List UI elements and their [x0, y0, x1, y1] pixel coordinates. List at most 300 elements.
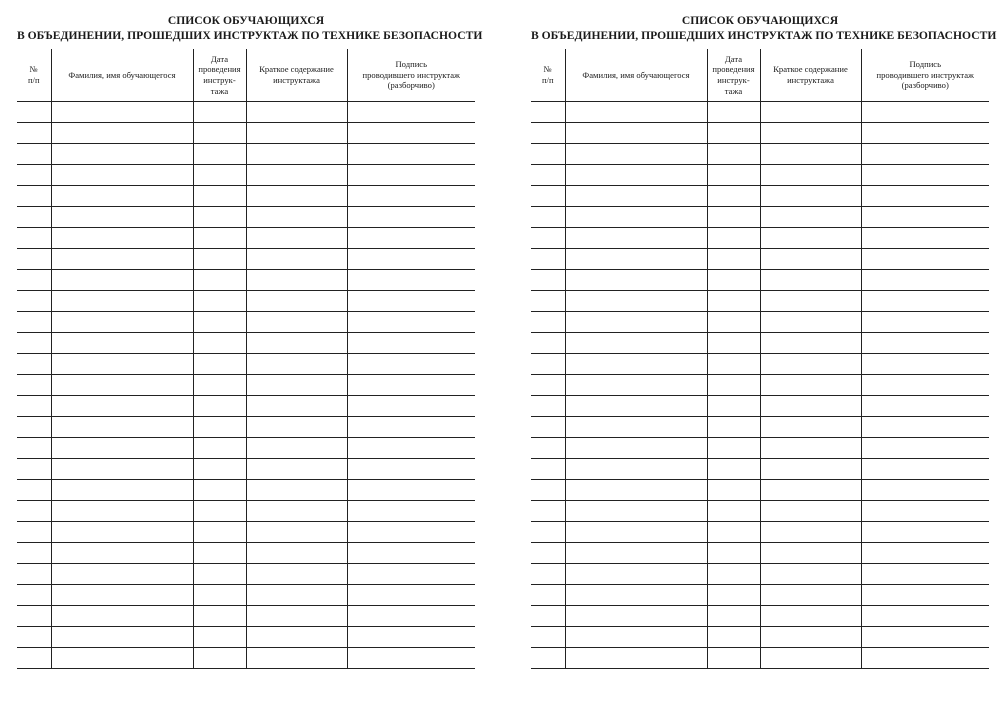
signature-cell[interactable] [861, 564, 989, 585]
date-cell[interactable] [193, 123, 246, 144]
signature-cell[interactable] [347, 396, 475, 417]
student-name-cell[interactable] [51, 228, 193, 249]
number-cell[interactable] [17, 585, 51, 606]
date-cell[interactable] [707, 459, 760, 480]
number-cell[interactable] [17, 270, 51, 291]
summary-cell[interactable] [246, 522, 347, 543]
date-cell[interactable] [193, 480, 246, 501]
number-cell[interactable] [531, 564, 565, 585]
number-cell[interactable] [531, 144, 565, 165]
date-cell[interactable] [707, 312, 760, 333]
header-date [193, 49, 246, 102]
signature-cell[interactable] [347, 333, 475, 354]
student-name-cell[interactable] [565, 585, 707, 606]
number-cell[interactable] [17, 606, 51, 627]
signature-cell[interactable] [861, 312, 989, 333]
table-row [531, 396, 989, 417]
summary-cell[interactable] [246, 249, 347, 270]
number-cell[interactable] [17, 417, 51, 438]
signature-cell[interactable] [861, 144, 989, 165]
summary-cell[interactable] [246, 228, 347, 249]
date-cell[interactable] [707, 438, 760, 459]
number-cell[interactable] [531, 522, 565, 543]
date-cell[interactable] [707, 291, 760, 312]
number-cell[interactable] [17, 249, 51, 270]
student-name-cell[interactable] [565, 564, 707, 585]
number-cell[interactable] [17, 564, 51, 585]
number-cell[interactable] [531, 438, 565, 459]
number-cell[interactable] [531, 501, 565, 522]
summary-cell[interactable] [246, 543, 347, 564]
summary-cell[interactable] [246, 333, 347, 354]
number-cell[interactable] [531, 627, 565, 648]
summary-cell[interactable] [760, 501, 861, 522]
summary-cell[interactable] [246, 207, 347, 228]
summary-cell[interactable] [760, 396, 861, 417]
number-cell[interactable] [17, 144, 51, 165]
date-cell[interactable] [193, 186, 246, 207]
student-name-cell[interactable] [565, 249, 707, 270]
number-cell[interactable] [531, 186, 565, 207]
header-text: проводившего инструктаж [876, 69, 974, 80]
date-cell[interactable] [707, 375, 760, 396]
date-cell[interactable] [707, 228, 760, 249]
student-name-cell[interactable] [565, 648, 707, 669]
student-name-cell[interactable] [51, 207, 193, 228]
number-cell[interactable] [531, 375, 565, 396]
student-name-cell[interactable] [51, 396, 193, 417]
signature-cell[interactable] [347, 459, 475, 480]
signature-cell[interactable] [861, 501, 989, 522]
date-cell[interactable] [707, 123, 760, 144]
date-cell[interactable] [707, 480, 760, 501]
student-name-cell[interactable] [565, 606, 707, 627]
number-cell[interactable] [531, 396, 565, 417]
signature-cell[interactable] [861, 165, 989, 186]
number-cell[interactable] [17, 522, 51, 543]
number-cell[interactable] [531, 249, 565, 270]
signature-cell[interactable] [861, 102, 989, 123]
student-name-cell[interactable] [565, 207, 707, 228]
student-name-cell[interactable] [565, 438, 707, 459]
date-cell[interactable] [193, 417, 246, 438]
summary-cell[interactable] [246, 501, 347, 522]
student-name-cell[interactable] [51, 249, 193, 270]
signature-cell[interactable] [347, 291, 475, 312]
summary-cell[interactable] [760, 312, 861, 333]
summary-cell[interactable] [246, 606, 347, 627]
summary-cell[interactable] [246, 354, 347, 375]
date-cell[interactable] [193, 543, 246, 564]
student-name-cell[interactable] [51, 459, 193, 480]
student-name-cell[interactable] [565, 123, 707, 144]
number-cell[interactable] [531, 648, 565, 669]
summary-cell[interactable] [760, 144, 861, 165]
date-cell[interactable] [193, 228, 246, 249]
table-row [531, 375, 989, 396]
number-cell[interactable] [17, 396, 51, 417]
table-row [17, 480, 475, 501]
student-name-cell[interactable] [51, 417, 193, 438]
date-cell[interactable] [707, 522, 760, 543]
summary-cell[interactable] [246, 144, 347, 165]
student-name-cell[interactable] [51, 144, 193, 165]
signature-cell[interactable] [861, 480, 989, 501]
student-name-cell[interactable] [565, 186, 707, 207]
number-cell[interactable] [17, 102, 51, 123]
student-name-cell[interactable] [565, 333, 707, 354]
date-cell[interactable] [193, 522, 246, 543]
signature-cell[interactable] [861, 228, 989, 249]
header-text: Подпись [909, 59, 942, 70]
number-cell[interactable] [531, 417, 565, 438]
student-name-cell[interactable] [565, 396, 707, 417]
header-text: (разборчиво) [387, 80, 435, 91]
date-cell[interactable] [707, 585, 760, 606]
student-name-cell[interactable] [565, 417, 707, 438]
student-name-cell[interactable] [51, 480, 193, 501]
student-name-cell[interactable] [51, 522, 193, 543]
student-name-cell[interactable] [51, 627, 193, 648]
date-cell[interactable] [193, 627, 246, 648]
number-cell[interactable] [531, 291, 565, 312]
student-name-cell[interactable] [51, 102, 193, 123]
number-cell[interactable] [531, 228, 565, 249]
student-name-cell[interactable] [51, 354, 193, 375]
summary-cell[interactable] [246, 375, 347, 396]
date-cell[interactable] [193, 207, 246, 228]
signature-cell[interactable] [861, 333, 989, 354]
date-cell[interactable] [707, 207, 760, 228]
student-name-cell[interactable] [565, 165, 707, 186]
signature-cell[interactable] [347, 270, 475, 291]
header-text: Фамилия, имя обучающегося [582, 69, 690, 80]
signature-cell[interactable] [861, 249, 989, 270]
number-cell[interactable] [531, 333, 565, 354]
summary-cell[interactable] [246, 291, 347, 312]
number-cell[interactable] [531, 102, 565, 123]
signature-cell[interactable] [861, 123, 989, 144]
date-cell[interactable] [707, 627, 760, 648]
table-row [531, 312, 989, 333]
student-name-cell[interactable] [51, 564, 193, 585]
summary-cell[interactable] [246, 459, 347, 480]
date-cell[interactable] [193, 144, 246, 165]
student-name-cell[interactable] [565, 228, 707, 249]
date-cell[interactable] [707, 417, 760, 438]
date-cell[interactable] [707, 606, 760, 627]
signature-cell[interactable] [347, 186, 475, 207]
signature-cell[interactable] [347, 606, 475, 627]
student-name-cell[interactable] [565, 312, 707, 333]
summary-cell[interactable] [760, 606, 861, 627]
table-row [17, 438, 475, 459]
date-cell[interactable] [193, 333, 246, 354]
student-name-cell[interactable] [51, 270, 193, 291]
header-text: тажа [724, 85, 743, 96]
signature-cell[interactable] [347, 648, 475, 669]
date-cell[interactable] [707, 501, 760, 522]
signature-cell[interactable] [347, 375, 475, 396]
number-cell[interactable] [531, 459, 565, 480]
signature-cell[interactable] [861, 522, 989, 543]
student-name-cell[interactable] [51, 585, 193, 606]
summary-cell[interactable] [760, 648, 861, 669]
number-cell[interactable] [531, 354, 565, 375]
summary-cell[interactable] [760, 291, 861, 312]
header-text: Краткое содержание [259, 64, 334, 75]
table-row [531, 123, 989, 144]
number-cell[interactable] [531, 543, 565, 564]
student-name-cell[interactable] [565, 501, 707, 522]
signature-cell[interactable] [347, 228, 475, 249]
signature-cell[interactable] [347, 312, 475, 333]
number-cell[interactable] [531, 165, 565, 186]
student-name-cell[interactable] [51, 648, 193, 669]
signature-cell[interactable] [861, 396, 989, 417]
right-page [531, 0, 997, 669]
summary-cell[interactable] [760, 249, 861, 270]
summary-cell[interactable] [246, 438, 347, 459]
student-name-cell[interactable] [565, 543, 707, 564]
number-cell[interactable] [531, 585, 565, 606]
signature-cell[interactable] [861, 270, 989, 291]
date-cell[interactable] [193, 354, 246, 375]
summary-cell[interactable] [246, 123, 347, 144]
summary-cell[interactable] [246, 186, 347, 207]
number-cell[interactable] [17, 375, 51, 396]
number-cell[interactable] [17, 438, 51, 459]
signature-cell[interactable] [861, 417, 989, 438]
summary-cell[interactable] [246, 480, 347, 501]
signature-cell[interactable] [347, 522, 475, 543]
student-name-cell[interactable] [51, 123, 193, 144]
date-cell[interactable] [193, 606, 246, 627]
signature-cell[interactable] [861, 459, 989, 480]
student-name-cell[interactable] [51, 291, 193, 312]
signature-cell[interactable] [861, 207, 989, 228]
student-name-cell[interactable] [565, 459, 707, 480]
number-cell[interactable] [17, 228, 51, 249]
number-cell[interactable] [17, 480, 51, 501]
student-name-cell[interactable] [565, 291, 707, 312]
summary-cell[interactable] [760, 585, 861, 606]
number-cell[interactable] [531, 207, 565, 228]
date-cell[interactable] [707, 564, 760, 585]
student-name-cell[interactable] [565, 144, 707, 165]
signature-cell[interactable] [861, 627, 989, 648]
signature-cell[interactable] [347, 144, 475, 165]
date-cell[interactable] [193, 648, 246, 669]
summary-cell[interactable] [760, 354, 861, 375]
date-cell[interactable] [193, 165, 246, 186]
number-cell[interactable] [531, 606, 565, 627]
date-cell[interactable] [193, 312, 246, 333]
table-row [17, 270, 475, 291]
signature-cell[interactable] [347, 417, 475, 438]
date-cell[interactable] [707, 144, 760, 165]
summary-cell[interactable] [760, 228, 861, 249]
table-row [17, 207, 475, 228]
summary-cell[interactable] [246, 396, 347, 417]
number-cell[interactable] [531, 312, 565, 333]
signature-cell[interactable] [347, 249, 475, 270]
date-cell[interactable] [707, 333, 760, 354]
summary-cell[interactable] [760, 102, 861, 123]
student-name-cell[interactable] [565, 102, 707, 123]
summary-cell[interactable] [760, 417, 861, 438]
student-name-cell[interactable] [565, 480, 707, 501]
summary-cell[interactable] [760, 627, 861, 648]
number-cell[interactable] [17, 291, 51, 312]
number-cell[interactable] [17, 186, 51, 207]
student-name-cell[interactable] [51, 438, 193, 459]
date-cell[interactable] [707, 186, 760, 207]
signature-cell[interactable] [347, 123, 475, 144]
summary-cell[interactable] [760, 438, 861, 459]
number-cell[interactable] [17, 501, 51, 522]
table-row [17, 501, 475, 522]
summary-cell[interactable] [246, 648, 347, 669]
student-name-cell[interactable] [565, 354, 707, 375]
date-cell[interactable] [707, 543, 760, 564]
summary-cell[interactable] [760, 186, 861, 207]
summary-cell[interactable] [760, 480, 861, 501]
signature-cell[interactable] [861, 543, 989, 564]
signature-cell[interactable] [861, 438, 989, 459]
summary-cell[interactable] [760, 543, 861, 564]
date-cell[interactable] [193, 459, 246, 480]
date-cell[interactable] [193, 375, 246, 396]
summary-cell[interactable] [760, 207, 861, 228]
signature-cell[interactable] [347, 585, 475, 606]
header-text: тажа [210, 85, 229, 96]
title-line-2: В ОБЪЕДИНЕНИИ, ПРОШЕДШИХ ИНСТРУКТАЖ ПО ТЕХНИКЕ БЕЗОПАСНОСТИ [531, 29, 997, 42]
summary-cell[interactable] [246, 417, 347, 438]
student-name-cell[interactable] [51, 606, 193, 627]
number-cell[interactable] [531, 123, 565, 144]
date-cell[interactable] [707, 165, 760, 186]
date-cell[interactable] [193, 438, 246, 459]
student-name-cell[interactable] [565, 375, 707, 396]
signature-cell[interactable] [861, 606, 989, 627]
signature-cell[interactable] [347, 102, 475, 123]
date-cell[interactable] [707, 249, 760, 270]
table-row [17, 144, 475, 165]
signature-cell[interactable] [861, 648, 989, 669]
table-row [531, 333, 989, 354]
number-cell[interactable] [531, 480, 565, 501]
summary-cell[interactable] [760, 375, 861, 396]
summary-cell[interactable] [246, 165, 347, 186]
summary-cell[interactable] [760, 270, 861, 291]
student-name-cell[interactable] [565, 270, 707, 291]
number-cell[interactable] [17, 333, 51, 354]
summary-cell[interactable] [246, 564, 347, 585]
date-cell[interactable] [193, 291, 246, 312]
date-cell[interactable] [707, 354, 760, 375]
signature-cell[interactable] [347, 543, 475, 564]
signature-cell[interactable] [861, 585, 989, 606]
summary-cell[interactable] [760, 522, 861, 543]
signature-cell[interactable] [861, 186, 989, 207]
signature-cell[interactable] [347, 438, 475, 459]
header-student-name [51, 49, 193, 102]
date-cell[interactable] [707, 396, 760, 417]
student-name-cell[interactable] [51, 333, 193, 354]
number-cell[interactable] [17, 165, 51, 186]
table-row [531, 228, 989, 249]
student-name-cell[interactable] [51, 165, 193, 186]
summary-cell[interactable] [760, 459, 861, 480]
student-name-cell[interactable] [565, 627, 707, 648]
student-name-cell[interactable] [51, 543, 193, 564]
title-line-2: В ОБЪЕДИНЕНИИ, ПРОШЕДШИХ ИНСТРУКТАЖ ПО ТЕХНИКЕ БЕЗОПАСНОСТИ [17, 29, 483, 42]
header-text: № [29, 64, 38, 75]
signature-cell[interactable] [861, 291, 989, 312]
number-cell[interactable] [17, 312, 51, 333]
signature-cell[interactable] [347, 480, 475, 501]
table-row [531, 354, 989, 375]
date-cell[interactable] [193, 564, 246, 585]
date-cell[interactable] [193, 270, 246, 291]
student-name-cell[interactable] [51, 186, 193, 207]
date-cell[interactable] [193, 396, 246, 417]
table-row [531, 522, 989, 543]
table-row [531, 459, 989, 480]
number-cell[interactable] [17, 459, 51, 480]
summary-cell[interactable] [760, 123, 861, 144]
student-name-cell[interactable] [51, 501, 193, 522]
student-name-cell[interactable] [565, 522, 707, 543]
number-cell[interactable] [17, 354, 51, 375]
summary-cell[interactable] [760, 564, 861, 585]
student-name-cell[interactable] [51, 312, 193, 333]
signature-cell[interactable] [347, 627, 475, 648]
number-cell[interactable] [17, 648, 51, 669]
number-cell[interactable] [17, 543, 51, 564]
signature-cell[interactable] [861, 354, 989, 375]
number-cell[interactable] [531, 270, 565, 291]
summary-cell[interactable] [760, 333, 861, 354]
summary-cell[interactable] [246, 270, 347, 291]
signature-cell[interactable] [861, 375, 989, 396]
table-row [531, 417, 989, 438]
signature-cell[interactable] [347, 564, 475, 585]
number-cell[interactable] [17, 627, 51, 648]
summary-cell[interactable] [246, 312, 347, 333]
signature-cell[interactable] [347, 165, 475, 186]
date-cell[interactable] [707, 648, 760, 669]
signature-cell[interactable] [347, 207, 475, 228]
number-cell[interactable] [17, 123, 51, 144]
summary-cell[interactable] [246, 585, 347, 606]
summary-cell[interactable] [246, 102, 347, 123]
table-row [17, 375, 475, 396]
number-cell[interactable] [17, 207, 51, 228]
date-cell[interactable] [193, 249, 246, 270]
summary-cell[interactable] [246, 627, 347, 648]
date-cell[interactable] [707, 102, 760, 123]
summary-cell[interactable] [760, 165, 861, 186]
signature-cell[interactable] [347, 501, 475, 522]
student-name-cell[interactable] [51, 375, 193, 396]
date-cell[interactable] [707, 270, 760, 291]
date-cell[interactable] [193, 102, 246, 123]
signature-cell[interactable] [347, 354, 475, 375]
date-cell[interactable] [193, 585, 246, 606]
date-cell[interactable] [193, 501, 246, 522]
